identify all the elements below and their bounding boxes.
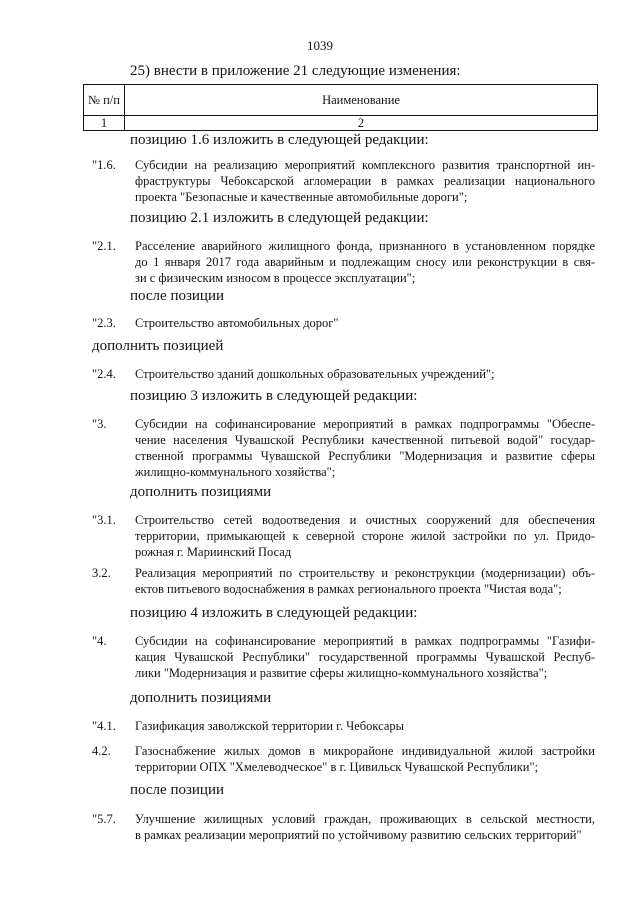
- entry-4-1-number: "4.1.: [92, 719, 116, 733]
- entry-4-1-text: [135, 718, 595, 734]
- entry-2-3-text: [135, 315, 595, 331]
- text-line: проекта "Безопасные и качественные автомобильные дороги";: [135, 190, 468, 204]
- page-number: 1039: [307, 38, 333, 53]
- entry-3-1-number: "3.1.: [92, 513, 116, 527]
- col2-index: 2: [125, 116, 598, 131]
- entry-5-7-text: [135, 811, 595, 843]
- text-line: жилищно-коммунального хозяйства";: [135, 465, 336, 479]
- entry-3-1-text: [135, 512, 595, 560]
- entry-2-1-text: [135, 238, 595, 286]
- col1-title: № п/п: [84, 85, 125, 116]
- instruction-2: позицию 2.1 изложить в следующей редакции:: [130, 210, 429, 226]
- text-line: Субсидии на реализацию мероприятий комплексного развития транспортной ин-: [135, 158, 595, 172]
- intro-text: 25) внести в приложение 21 следующие изменения:: [130, 63, 461, 79]
- entry-3-number: "3.: [92, 417, 107, 431]
- entry-4-text: [135, 633, 595, 681]
- text-line: кация Чувашской Республики" государственной программы Чувашской Респуб-: [135, 650, 595, 664]
- text-line: Реализация мероприятий по строительству и реконструкции (модернизации) объ-: [135, 566, 595, 580]
- text-line: Субсидии на софинансирование мероприятий в рамках подпрограммы "Обеспе-: [135, 417, 595, 431]
- text-line: ственной программы Чувашской Республики "Модернизация и развитие сферы: [135, 449, 595, 463]
- text-line: до 1 января 2017 года аварийным и подлежащим сносу или реконструкции в свя-: [135, 255, 595, 269]
- instruction-3: после позиции: [130, 288, 225, 304]
- entry-4-2-text: [135, 743, 595, 775]
- entry-5-7-number: "5.7.: [92, 812, 116, 826]
- text-line: Строительство зданий дошкольных образовательных учреждений";: [135, 367, 495, 381]
- entry-4-2-number: 4.2.: [92, 744, 111, 758]
- text-line: зи с физическим износом в процессе эксплуатации";: [135, 271, 416, 285]
- instruction-6: дополнить позициями: [130, 484, 272, 500]
- instruction-7: позицию 4 изложить в следующей редакции:: [130, 605, 418, 621]
- col1-index: 1: [84, 116, 125, 131]
- text-line: Строительство сетей водоотведения и очистных сооружений для обеспечения: [135, 513, 595, 527]
- entry-1-6-number: "1.6.: [92, 158, 116, 172]
- instruction-1: позицию 1.6 изложить в следующей редакции:: [130, 132, 429, 148]
- entry-2-3-number: "2.3.: [92, 316, 116, 330]
- entry-2-4-number: "2.4.: [92, 367, 116, 381]
- text-line: чение населения Чувашской Республики качественной питьевой водой" государ-: [135, 433, 595, 447]
- text-line: Газоснабжение жилых домов в микрорайоне индивидуальной жилой застройки: [135, 744, 595, 758]
- instruction-5: позицию 3 изложить в следующей редакции:: [130, 388, 418, 404]
- text-line: Расселение аварийного жилищного фонда, признанного в установленном порядке: [135, 239, 595, 253]
- header-table: [83, 84, 598, 131]
- text-line: Газификация заволжской территории г. Чебоксары: [135, 719, 405, 733]
- instruction-9: после позиции: [130, 782, 225, 798]
- col2-title: Наименование: [125, 85, 598, 116]
- text-line: территории ОПХ "Хмелеводческое" в г. Цивильск Чувашской Республики";: [135, 760, 539, 774]
- text-line: Строительство автомобильных дорог": [135, 316, 339, 330]
- entry-3-2-number: 3.2.: [92, 566, 111, 580]
- text-line: лики "Модернизация и развитие сферы жилищно-коммунального хозяйства";: [135, 666, 548, 680]
- text-line: Субсидии на софинансирование мероприятий в рамках подпрограммы "Газифи-: [135, 634, 595, 648]
- text-line: территории, примыкающей к северной стороне жилой застройки по ул. Придо-: [135, 529, 595, 543]
- text-line: в рамках реализации мероприятий по устойчивому развитию сельских территорий": [135, 828, 582, 842]
- instruction-8: дополнить позициями: [130, 690, 272, 706]
- entry-2-4-text: [135, 366, 595, 382]
- instruction-4: дополнить позицией: [92, 338, 224, 354]
- entry-3-text: [135, 416, 595, 480]
- entry-3-2-text: [135, 565, 595, 597]
- entry-4-number: "4.: [92, 634, 107, 648]
- entry-1-6-text: [135, 157, 595, 205]
- text-line: Улучшение жилищных условий граждан, проживающих в сельской местности,: [135, 812, 595, 826]
- entry-2-1-number: "2.1.: [92, 239, 116, 253]
- text-line: фраструктуры Чебоксарской агломерации в рамках реализации национального: [135, 174, 595, 188]
- text-line: рожная г. Мариинский Посад: [135, 545, 292, 559]
- text-line: ектов питьевого водоснабжения в рамках регионального проекта "Чистая вода";: [135, 582, 562, 596]
